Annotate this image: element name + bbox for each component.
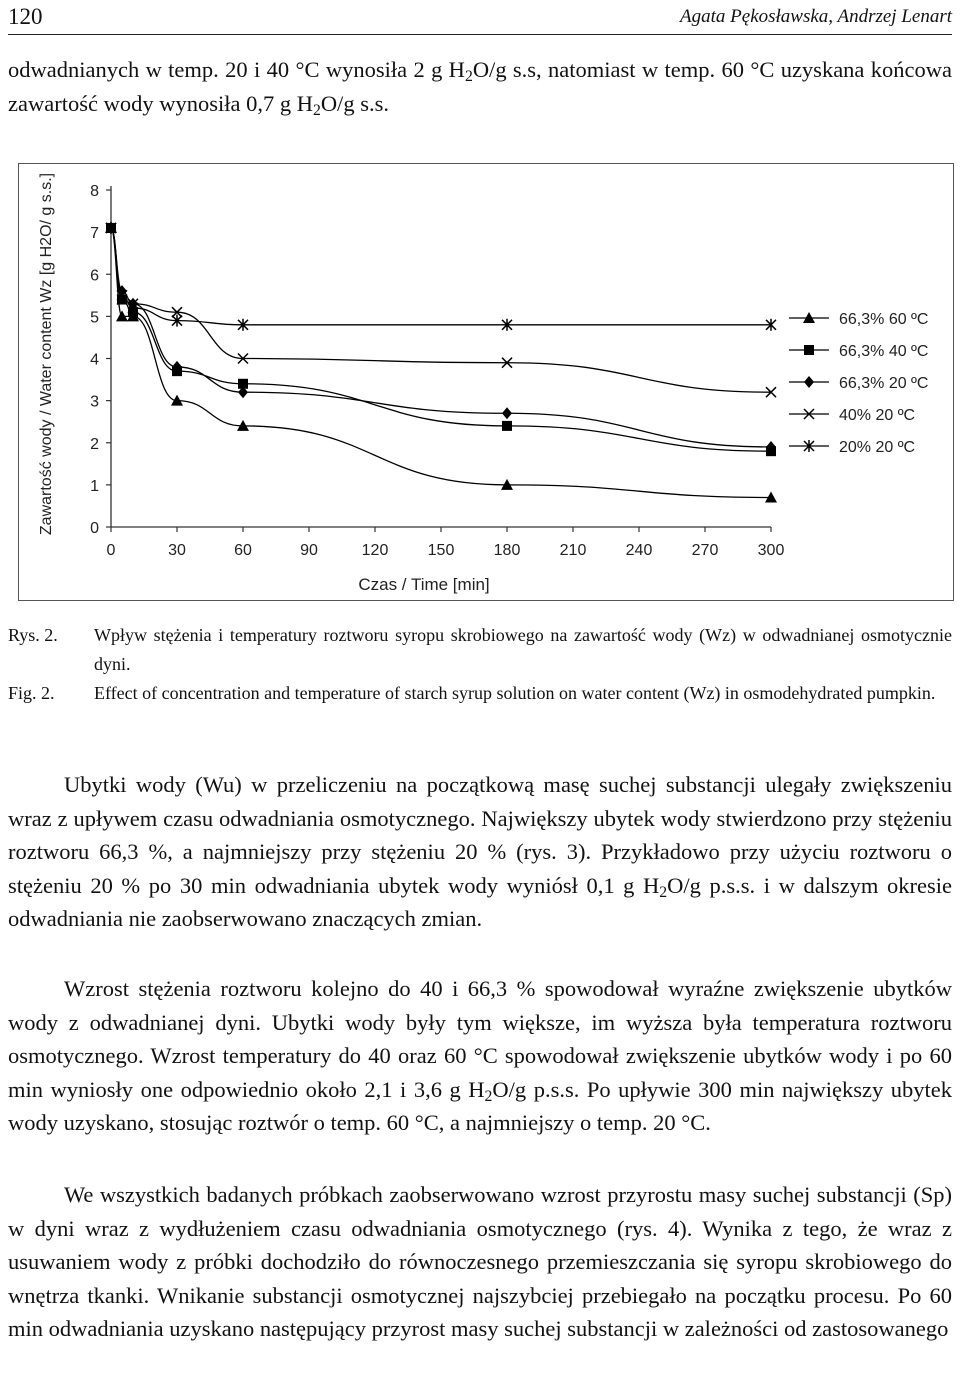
y-tick-label: 6 <box>90 267 99 285</box>
caption-text-pl: Wpływ stężenia i temperatury roztworu syropu skrobiowego na zawartość wody (Wz) w odwadnianej osmotycznie dyni. <box>94 625 952 674</box>
legend-label: 40% 20 ºC <box>839 407 916 424</box>
page-header <box>8 0 952 35</box>
running-head-authors: Agata Pękosławska, Andrzej Lenart <box>680 6 952 27</box>
data-point <box>502 421 512 431</box>
series-line-4 <box>111 228 771 392</box>
y-tick-label: 8 <box>90 183 99 200</box>
x-tick-label: 120 <box>361 542 389 559</box>
body-paragraph-1: Ubytki wody (Wu) w przeliczeniu na początkową masę suchej substancji ulegały zwiększeniu wraz z upływem czasu odwadniania osmotycznego. Największy ubytek wody stwierdzono przy stężeniu roztworu 66,3 %, a najmniejszy przy stężeniu 20 % (rys. 3). Przykładowo przy użyciu roztworu o stężeniu 20 % po 30 min odwadniania ubytek wody wyniósł 0,1 g $H_2O/g$ p.s.s. i w dalszym okresie odwadniania nie zaobserwowano znaczących zmian. <box>8 772 953 931</box>
y-tick-label: 1 <box>90 477 99 495</box>
legend-label: 66,3% 40 ºC <box>839 343 929 360</box>
x-tick-label: 60 <box>234 542 252 559</box>
legend-marker <box>804 345 814 355</box>
x-axis-label: Czas / Time [min] <box>358 575 490 594</box>
y-tick-label: 2 <box>90 435 99 453</box>
caption-text-en: Effect of concentration and temperature of starch syrup solution on water content (Wz) in osmodehydrated pumpkin. <box>94 683 936 703</box>
x-tick-label: 90 <box>300 542 318 559</box>
legend-marker <box>804 376 814 388</box>
y-tick-label: 7 <box>90 225 99 243</box>
x-tick-label: 270 <box>691 542 719 559</box>
series-line-2 <box>111 228 771 451</box>
x-tick-label: 0 <box>106 542 116 559</box>
body-paragraph-3: We wszystkich badanych próbkach zaobserwowano wzrost przyrostu masy suchej substancji (Sp) w dyni wraz z wydłużeniem czasu odwadniania osmotycznego (rys. 4). Wynika z tego, że wraz z usuwaniem wody z próbki dochodziło do równoczesnego przemieszczania się syropu skrobiowego do wnętrza tkanki. Wnikanie substancji osmotycznej najszybciej przebiegało na początku procesu. Po 60 min odwadniania uzyskano następujący przyrost masy suchej substancji w zależności od zastosowanego <box>8 1182 952 1341</box>
body-paragraph-2: Wzrost stężenia roztworu kolejno do 40 i 66,3 % spowodował wyraźne zwiększenie ubytków wody z odwadnianej dyni. Ubytki wody były tym większe, im wyższa była temperatura roztworu osmotycznego. Wzrost temperatury do 40 oraz 60 °C spowodował zwiększenie ubytków wody i po 60 min wyniosły one odpowiednio około 2,1 i 3,6 g $H_2O/g$ p.s.s. Po upływie 300 min największy ubytek wody uzyskano, stosując roztwór o temp. 60 °C, a najmniejszy o temp. 20 °C. <box>8 976 952 1135</box>
x-tick-label: 30 <box>168 542 186 559</box>
legend-label: 20% 20 ºC <box>839 439 916 456</box>
x-tick-label: 150 <box>427 542 455 559</box>
data-point <box>502 407 512 419</box>
y-tick-label: 5 <box>90 309 99 327</box>
caption-label-en: Fig. 2. <box>8 683 55 703</box>
legend-entry-4 <box>789 407 915 424</box>
caption-label-pl: Rys. 2. <box>8 625 58 645</box>
x-tick-label: 180 <box>493 542 521 559</box>
page-number: 120 <box>8 4 43 29</box>
legend-entry-5 <box>789 439 915 456</box>
x-tick-label: 210 <box>559 542 587 559</box>
y-tick-label: 0 <box>90 520 99 537</box>
series-line-3 <box>111 228 771 447</box>
legend-label: 66,3% 60 ºC <box>839 311 929 328</box>
legend-entry-1 <box>789 311 928 328</box>
intro-paragraph: odwadnianych w temp. 20 i 40 °C wynosiła 2 g $H_2O/g$ s.s, natomiast w temp. 60 °C uzyskana końcowa zawartość wody wynosiła 0,7 g $H_2O/g$ s.s. <box>8 57 952 119</box>
figure-chart <box>18 163 954 601</box>
x-tick-label: 300 <box>757 542 785 559</box>
series-line-5 <box>111 228 771 325</box>
y-tick-label: 4 <box>90 351 99 369</box>
x-tick-label: 240 <box>625 542 653 559</box>
legend-entry-2 <box>789 343 928 360</box>
y-axis-label: Zawartość wody / Water content Wz [g H2O/ g s.s.] <box>38 172 55 536</box>
y-tick-label: 3 <box>90 393 99 411</box>
legend-label: 66,3% 20 ºC <box>839 375 929 392</box>
legend-entry-3 <box>789 375 928 392</box>
water-content-chart <box>19 164 952 599</box>
